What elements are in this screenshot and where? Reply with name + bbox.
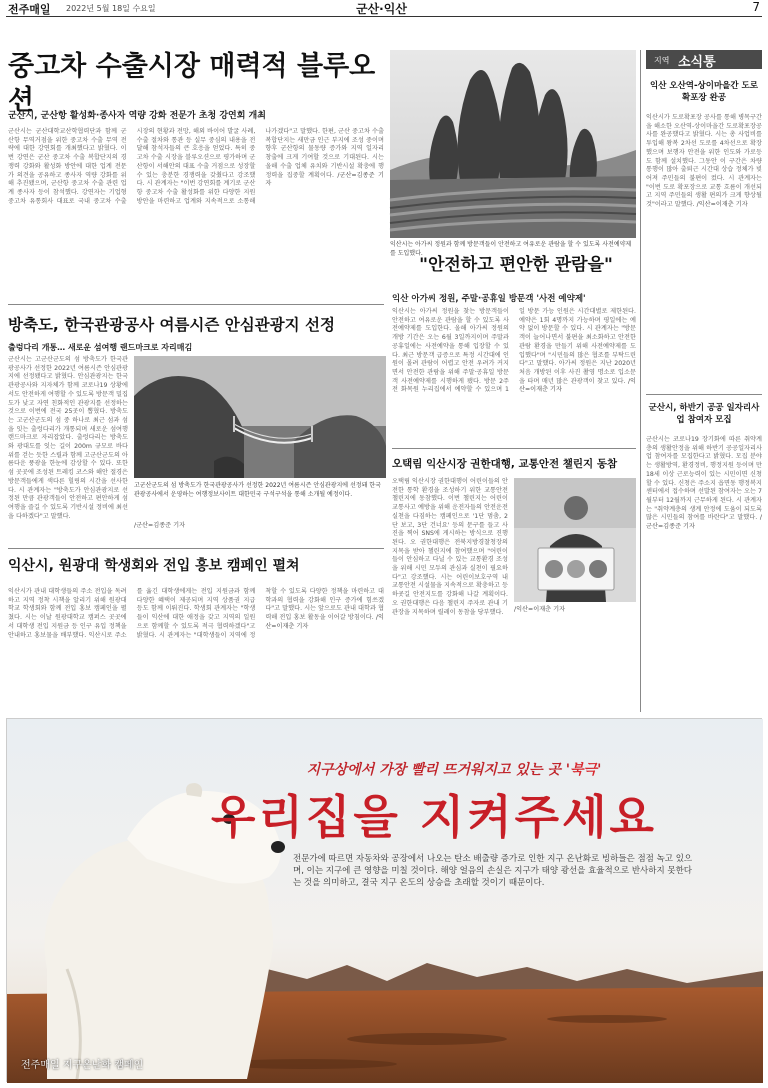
article5-text: 익산시가 관내 대학생들의 주소 전입을 독려하고 지역 정착 시책을 알리기 위해 원광대학교 학생회와 함께 전입 홍보 캠페인을 펼쳤다. 시는 이날 원광대학교 캠퍼스 곳곳에서 대학생 전입 지원금 등 인구 유입 정책을 안내하고 홍보물을 배부했다. 익산시로 주소를 옮긴 대학생에게는 전입 지원금과 함께 다양한 혜택이 제공되며 지역 상품권 지급 등도 함께 이뤄진다. 학생회 관계자는 "학생들이 익산에 대한 애정을 갖고 지역의 일원으로 함께할 수 있도록 적극 협력하겠다"고 밝혔다. 시 관계자는 "대학생들이 지역에 정착할 수 있도록 다양한 정책을 마련하고 대학과의 협력을 강화해 인구 증가에 힘쓰겠다"고 말했다. 시는 앞으로도 관내 대학과 협력해 전입 홍보 활동을 이어갈 방침이다.	[8, 588, 384, 639]
article5-credit: /익산=이재춘 기자	[265, 614, 384, 630]
sidebar-item2-headline: 군산시, 하반기 공공 일자리사업 참여자 모집	[648, 403, 760, 425]
sidebar-item1-body	[646, 114, 762, 386]
article3-body-col1	[8, 356, 128, 518]
article5-headline: 익산시, 원광대 학생회와 전입 홍보 캠페인 펼쳐	[8, 558, 300, 574]
ad-tagline	[7, 759, 761, 779]
sidebar-item1-text: 익산시가 도로확포장 공사를 통해 병목구간을 해소한 오산역-상이마을간 도로확포장공사를 완공했다고 밝혔다. 시는 총 사업비를 투입해 왕복 2차선 도로를 4차선으로 확장했으며 보행자 안전을 위한 인도와 가로등도 함께 설치했다. 그동안 이 구간은 차량 통행이 많아 출퇴근 시간대 상습 정체가 빚어져 주민들의 불편이 컸다. 시 관계자는 "이번 도로 확포장으로 교통 흐름이 개선되고 지역 주민들의 생활 편의가 크게 향상될 것"이라고 말했다.	[646, 114, 762, 209]
garden-photo-caption: 익산시는 아가씨 정원과 함께 방문객들이 안전하고 여유로운 관람을 할 수 있도록 사전예약제를 도입했다.	[390, 241, 632, 257]
sidebar-label: 지역	[654, 56, 670, 65]
article3-subhead: 출렁다리 개통… 새로운 섬여행 랜드마크로 자리매김	[8, 343, 193, 352]
article3-text: 군산시는 고군산군도의 섬 방축도가 한국관광공사가 선정한 2022년 여름시즌 안심관광지에 선정됐다고 밝혔다. 안심관광지는 한국관광공사와 지자체가 함께 코로나19 상황에서도 안전하게 여행할 수 있도록 방문객 밀집도가 낮고 자연 친화적인 관광지를 선정하는 것으로 이번에 전국 25곳이 뽑혔다. 방축도는 고군산군도의 섬 중 하나로 최근 섬과 섬을 잇는 출렁다리가 개통되며 새로운 섬여행 랜드마크로 자리잡았다. 출렁다리는 방축도와 광대도를 잇는 길이 200m 규모로 바다 위를 걷는 듯한 스릴과 함께 고군산군도의 아름다운 풍광을 한눈에 감상할 수 있다. 또한 섬 곳곳에 조성된 트레킹 코스와 해안 절경은 방문객들에게 색다른 힐링의 시간을 선사한다. 시 관계자는 "방축도가 안심관광지로 선정된 만큼 관광객들이 안전하고 편안하게 섬 여행을 즐길 수 있도록 기반시설 정비에 최선을 다하겠다"고 말했다.	[8, 356, 128, 520]
article1-headline: 중고차 수출시장 매력적 블루오션	[8, 51, 376, 116]
article1-subhead: 군산시, 군산항 활성화·종사자 역량 강화 전문가 초청 강연회 개최	[8, 111, 266, 121]
article5-body	[8, 588, 384, 712]
article3-credit: /군산=김종준 기자	[134, 522, 186, 529]
sidebar-title: 소식통	[678, 55, 716, 70]
article4-credit: /익산=이재춘 기자	[514, 606, 566, 613]
page-number: 7	[752, 0, 760, 14]
ad-tagline-pre: 지구상에서 가장 빨리 뜨거워지고 있는 곳 '	[306, 762, 571, 778]
sidebar-item2-body	[646, 436, 762, 710]
issue-date: 2022년 5월 18일 수요일	[66, 4, 156, 13]
divider	[8, 548, 384, 549]
article3-headline: 방축도, 한국관광공사 여름시즌 안심관광지 선정	[8, 316, 335, 334]
sidebar-item1-headline: 익산 오산역-상이마을간 도로확포장 완공	[650, 81, 758, 103]
garden-photo	[390, 50, 636, 238]
sidebar-item2-text: 군산시는 코로나19 장기화에 따른 취약계층의 생활안정을 위해 하반기 공공일자리사업 참여자를 모집한다고 밝혔다. 모집 분야는 생활방역, 환경정비, 행정지원 등이며 만 18세 이상 근로능력이 있는 시민이면 신청할 수 있다. 신청은 주소지 읍면동 행정복지센터에서 접수하며 선발된 참여자는 오는 7월부터 12월까지 근무하게 된다. 시 관계자는 "취약계층의 생계 안정에 도움이 되도록 많은 시민들의 참여를 바란다"고 말했다.	[646, 436, 762, 522]
article4-text: 오택림 익산시장 권한대행이 어린이들의 안전한 통학 환경을 조성하기 위한 교통안전 챌린지에 동참했다. 이번 챌린지는 어린이 교통사고 예방을 위해 운전자들의 안전운전 실천을 다짐하는 캠페인으로 '1단 멈춤, 2단 보고, 3단 건너요' 등의 문구를 들고 사진을 찍어 SNS에 게시하는 방식으로 진행된다. 오 권한대행은 전북지방경찰청장의 지목을 받아 챌린지에 참여했으며 "어린이들이 안심하고 다닐 수 있는 교통환경 조성을 위해 시민 모두의 관심과 실천이 필요하다"고 강조했다. 시는 어린이보호구역 내 교통안전 시설물을 지속적으로 확충하고 등하굣길 안전지도를 강화해 나갈 계획이다. 오 권한대행은 다음 챌린지 주자로 관내 기관장을 지목하며 릴레이 동참을 당부했다.	[392, 478, 508, 616]
sidebar-item1-credit: /익산=이재춘 기자	[696, 201, 748, 209]
paper-name: 전주매일	[8, 3, 51, 16]
sidebar-header	[646, 50, 762, 69]
article2-headline: "안전하고 편안한 관람을"	[419, 255, 613, 275]
bridge-photo	[134, 356, 386, 478]
divider	[392, 448, 636, 449]
divider	[8, 304, 384, 305]
article4-body-col1	[392, 478, 508, 616]
ad-footer: 전주매일 지구온난화 캠페인	[21, 1060, 144, 1071]
ad-tagline-highlight: 북극	[570, 762, 598, 778]
masthead	[6, 0, 762, 17]
article1-text: 군산시는 군산대학교산학협력단과 함께 군산항 무역거점을 위한 중고차 수출 무역 전략에 대한 강연회를 개최했다고 밝혔다. 이번 강연은 군산 중고차 수출 복합단지의 경쟁력 강화와 활성화 방안에 대한 업계 전문가 의견을 공유하고 종사자 역량 강화를 위해 추진됐으며, 군산항 중고차 수출 관련 업계 종사자 등이 참석했다. 강연자는 기업형 중고차 유통회사 대표로 국내 중고차 수출 시장의 현황과 전망, 해외 바이어 발굴 사례, 수출 절차와 통관 등 실무 중심의 내용을 전달해 참석자들의 큰 호응을 얻었다. 특히 중고차 수출 시장을 블루오션으로 평가하며 군산항이 서해안의 대표 수출 거점으로 성장할 수 있는 충분한 경쟁력을 갖췄다고 강조했다. 시 관계자는 "이번 강연회를 계기로 군산항 중고차 수출 활성화를 위한 다양한 지원 방안을 마련하고 업계와 지속적으로 소통해 나가겠다"고 말했다. 한편, 군산 중고차 수출복합단지는 새만금 인근 부지에 조성 중이며 향후 군산항의 물동량 증가와 지역 일자리 창출에 크게 기여할 것으로 기대된다. 시는 올해 수출 업체 유치와 기반시설 확충에 행정력을 집중할 계획이다.	[8, 128, 384, 205]
article2-body	[392, 308, 636, 438]
article2-credit: /익산=이재춘 기자	[519, 377, 636, 394]
challenge-photo	[514, 478, 636, 602]
article4-credit-block	[514, 606, 636, 636]
article2-subhead: 익산 아가씨 정원, 주말·공휴일 방문객 '사전 예약제'	[392, 294, 586, 304]
article1-body	[8, 128, 384, 296]
article1-credit: /군산=김종준 기자	[265, 171, 384, 188]
sidebar-item2-credit: /군산=김종준 기자	[646, 514, 762, 531]
sidebar-divider	[640, 50, 641, 712]
ad-body: 전문가에 따르면 자동차와 공장에서 나오는 탄소 배출량 증가로 인한 지구 온난화로 빙하들은 점점 녹고 있으며, 이는 지구에 큰 영향을 미칠 것이다. 해양 얼음의 손실은 지구가 태양 광선을 효율적으로 반사하지 못한다는 것을 의미하고, 결국 지구 온도의 상승을 초래할 것이기 때문이다.	[293, 854, 693, 888]
ad-headline: 우리집을 지켜주세요	[211, 790, 657, 844]
ad-tagline-post: '	[597, 762, 602, 778]
article3-body-col2	[134, 522, 386, 546]
article4-headline: 오택림 익산시장 권한대행, 교통안전 챌린지 동참	[392, 458, 618, 470]
bridge-photo-caption: 고군산군도의 섬 방축도가 한국관광공사가 선정한 2022년 여름시즌 안심관광지에 선정돼 한국관광공사에서 운영하는 여행정보사이트 대한민국 구석구석을 통해 소개될 예정이다.	[134, 482, 381, 498]
section-title: 군산·익산	[356, 2, 407, 16]
article2-text: 익산시는 아가씨 정원을 찾는 방문객들이 안전하고 여유로운 관람을 할 수 있도록 사전예약제를 도입한다. 올해 아가씨 정원의 개방 기간은 오는 6월 3일까지이며 주말과 공휴일에는 사전예약을 통해 입장할 수 있다. 최근 방문객 급증으로 특정 시간대에 인원이 몰려 관람이 어렵고 안전 우려가 커지면서 안전한 관람을 위해 주말·공휴일 방문객 사전예약제를 시행하게 됐다. 방문 2주 전 화목원 누리집에서 예약할 수 있으며 1일 방문 가능 인원은 시간대별로 제한된다. 예약은 1회 4명까지 가능하며 평일에는 예약 없이 방문할 수 있다. 시 관계자는 "방문객이 늘어나면서 불편을 최소화하고 안전한 관람 환경을 만들기 위해 사전예약제를 도입했다"며 "시민들의 많은 협조를 부탁드린다"고 말했다. 아가씨 정원은 지난 2020년 처음 개방된 이후 사진 촬영 명소로 입소문을 타며 매년 많은 관광객이 찾고 있다.	[392, 308, 636, 394]
divider	[646, 394, 762, 395]
climate-campaign-ad	[6, 718, 762, 1082]
